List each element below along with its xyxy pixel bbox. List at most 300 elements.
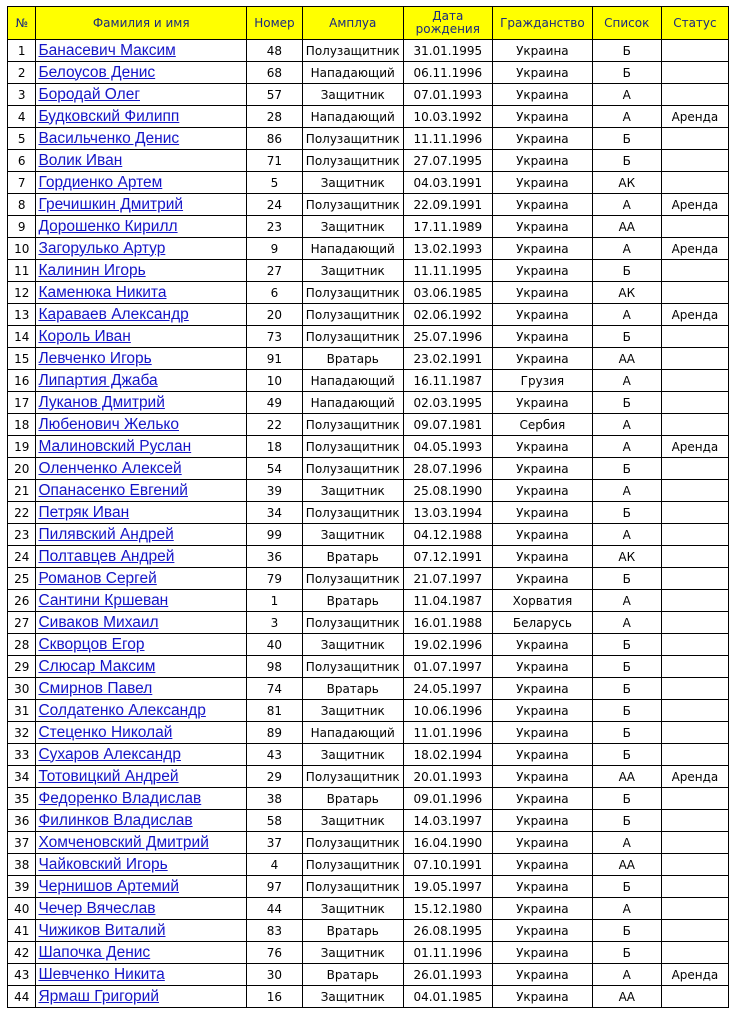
role-cell: Защитник	[302, 524, 403, 546]
shirt-number-cell: 28	[246, 106, 302, 128]
player-link[interactable]: Скворцов Егор	[38, 635, 145, 653]
player-name-cell	[36, 612, 247, 634]
header-status: Статус	[661, 7, 728, 40]
player-link[interactable]: Гречишкин Дмитрий	[38, 195, 184, 213]
player-link[interactable]: Опанасенко Евгений	[38, 481, 188, 499]
citizenship-cell: Украина	[493, 568, 593, 590]
status-cell: Аренда	[661, 194, 728, 216]
list-cell: Б	[592, 942, 661, 964]
row-number-cell: 33	[8, 744, 36, 766]
player-name-cell	[36, 502, 247, 524]
player-link[interactable]: Пилявский Андрей	[38, 525, 174, 543]
citizenship-cell: Беларусь	[493, 612, 593, 634]
row-number-cell: 19	[8, 436, 36, 458]
list-cell: Б	[592, 656, 661, 678]
citizenship-cell: Украина	[493, 546, 593, 568]
status-cell	[661, 546, 728, 568]
row-number-cell: 8	[8, 194, 36, 216]
player-name-cell	[36, 590, 247, 612]
status-cell	[661, 722, 728, 744]
player-name-cell	[36, 40, 247, 62]
table-row	[8, 568, 729, 590]
player-link[interactable]: Волик Иван	[38, 151, 123, 169]
player-link[interactable]: Шапочка Денис	[38, 943, 151, 961]
birth-date-cell: 01.07.1997	[403, 656, 492, 678]
header-citizenship: Гражданство	[493, 7, 593, 40]
player-name-cell	[36, 524, 247, 546]
row-number-cell: 41	[8, 920, 36, 942]
citizenship-cell: Украина	[493, 766, 593, 788]
birth-date-cell: 13.02.1993	[403, 238, 492, 260]
birth-date-cell: 03.06.1985	[403, 282, 492, 304]
row-number-cell: 15	[8, 348, 36, 370]
shirt-number-cell: 40	[246, 634, 302, 656]
status-cell: Аренда	[661, 766, 728, 788]
row-number-cell: 43	[8, 964, 36, 986]
list-cell: Б	[592, 876, 661, 898]
role-cell: Вратарь	[302, 546, 403, 568]
row-number-cell: 31	[8, 700, 36, 722]
player-link[interactable]: Васильченко Денис	[38, 129, 180, 147]
player-link[interactable]: Сухаров Александр	[38, 745, 181, 763]
table-row	[8, 854, 729, 876]
list-cell: А	[592, 106, 661, 128]
birth-date-cell: 26.08.1995	[403, 920, 492, 942]
list-cell: АК	[592, 546, 661, 568]
birth-date-cell: 18.02.1994	[403, 744, 492, 766]
row-number-cell: 7	[8, 172, 36, 194]
shirt-number-cell: 83	[246, 920, 302, 942]
player-name-cell	[36, 656, 247, 678]
row-number-cell: 22	[8, 502, 36, 524]
role-cell: Полузащитник	[302, 832, 403, 854]
citizenship-cell: Украина	[493, 524, 593, 546]
player-link[interactable]: Чернишов Артемий	[38, 877, 179, 895]
player-link[interactable]: Стеценко Николай	[38, 723, 173, 741]
player-link[interactable]: Белоусов Денис	[38, 63, 156, 81]
roster-table	[7, 6, 729, 1008]
player-link[interactable]: Солдатенко Александр	[38, 701, 206, 719]
table-row	[8, 810, 729, 832]
citizenship-cell: Украина	[493, 942, 593, 964]
table-row	[8, 436, 729, 458]
status-cell	[661, 656, 728, 678]
birth-date-cell: 13.03.1994	[403, 502, 492, 524]
player-link[interactable]: Полтавцев Андрей	[38, 547, 175, 565]
status-cell	[661, 216, 728, 238]
role-cell: Защитник	[302, 898, 403, 920]
player-link[interactable]: Гордиенко Артем	[38, 173, 163, 191]
table-row	[8, 260, 729, 282]
table-row	[8, 656, 729, 678]
status-cell: Аренда	[661, 436, 728, 458]
player-link[interactable]: Оленченко Алексей	[38, 459, 182, 477]
table-row	[8, 612, 729, 634]
player-name-cell	[36, 260, 247, 282]
citizenship-cell: Украина	[493, 260, 593, 282]
row-number-cell: 38	[8, 854, 36, 876]
row-number-cell: 21	[8, 480, 36, 502]
player-link[interactable]: Чечер Вячеслав	[38, 899, 156, 917]
row-number-cell: 3	[8, 84, 36, 106]
status-cell	[661, 480, 728, 502]
player-name-cell	[36, 634, 247, 656]
shirt-number-cell: 18	[246, 436, 302, 458]
status-cell: Аренда	[661, 304, 728, 326]
role-cell: Вратарь	[302, 678, 403, 700]
shirt-number-cell: 86	[246, 128, 302, 150]
citizenship-cell: Украина	[493, 722, 593, 744]
citizenship-cell: Украина	[493, 898, 593, 920]
player-link[interactable]: Малиновский Руслан	[38, 437, 192, 455]
shirt-number-cell: 5	[246, 172, 302, 194]
list-cell: А	[592, 414, 661, 436]
list-cell: Б	[592, 150, 661, 172]
player-name-cell	[36, 436, 247, 458]
shirt-number-cell: 43	[246, 744, 302, 766]
citizenship-cell: Украина	[493, 700, 593, 722]
shirt-number-cell: 97	[246, 876, 302, 898]
status-cell: Аренда	[661, 238, 728, 260]
shirt-number-cell: 89	[246, 722, 302, 744]
player-link[interactable]: Хомченовский Дмитрий	[38, 833, 209, 851]
row-number-cell: 12	[8, 282, 36, 304]
player-link[interactable]: Загорулько Артур	[38, 239, 166, 257]
list-cell: А	[592, 304, 661, 326]
player-link[interactable]: Луканов Дмитрий	[38, 393, 165, 411]
player-link[interactable]: Романов Сергей	[38, 569, 157, 587]
role-cell: Полузащитник	[302, 612, 403, 634]
player-name-cell	[36, 282, 247, 304]
table-row	[8, 546, 729, 568]
citizenship-cell: Украина	[493, 304, 593, 326]
status-cell	[661, 502, 728, 524]
shirt-number-cell: 54	[246, 458, 302, 480]
citizenship-cell: Украина	[493, 194, 593, 216]
role-cell: Нападающий	[302, 722, 403, 744]
status-cell	[661, 590, 728, 612]
status-cell	[661, 942, 728, 964]
birth-date-cell: 10.03.1992	[403, 106, 492, 128]
shirt-number-cell: 27	[246, 260, 302, 282]
status-cell	[661, 612, 728, 634]
row-number-cell: 23	[8, 524, 36, 546]
table-header	[8, 7, 729, 40]
role-cell: Вратарь	[302, 348, 403, 370]
list-cell: АА	[592, 348, 661, 370]
player-name-cell	[36, 986, 247, 1008]
birth-date-cell: 23.02.1991	[403, 348, 492, 370]
citizenship-cell: Украина	[493, 392, 593, 414]
table-row	[8, 172, 729, 194]
status-cell	[661, 744, 728, 766]
birth-date-cell: 07.12.1991	[403, 546, 492, 568]
table-row	[8, 678, 729, 700]
row-number-cell: 17	[8, 392, 36, 414]
birth-date-cell: 19.05.1997	[403, 876, 492, 898]
row-number-cell: 44	[8, 986, 36, 1008]
role-cell: Полузащитник	[302, 854, 403, 876]
player-link[interactable]: Сиваков Михаил	[38, 613, 159, 631]
table-row	[8, 370, 729, 392]
player-link[interactable]: Король Иван	[38, 327, 131, 345]
table-row	[8, 458, 729, 480]
birth-date-cell: 22.09.1991	[403, 194, 492, 216]
player-link[interactable]: Бородай Олег	[38, 85, 140, 103]
role-cell: Полузащитник	[302, 326, 403, 348]
citizenship-cell: Украина	[493, 40, 593, 62]
row-number-cell: 1	[8, 40, 36, 62]
table-row	[8, 634, 729, 656]
list-cell: А	[592, 612, 661, 634]
role-cell: Защитник	[302, 744, 403, 766]
row-number-cell: 34	[8, 766, 36, 788]
status-cell	[661, 172, 728, 194]
birth-date-cell: 11.04.1987	[403, 590, 492, 612]
role-cell: Полузащитник	[302, 436, 403, 458]
status-cell	[661, 62, 728, 84]
birth-date-cell: 16.11.1987	[403, 370, 492, 392]
shirt-number-cell: 58	[246, 810, 302, 832]
status-cell	[661, 84, 728, 106]
role-cell: Полузащитник	[302, 656, 403, 678]
table-row	[8, 788, 729, 810]
citizenship-cell: Украина	[493, 634, 593, 656]
birth-date-cell: 15.12.1980	[403, 898, 492, 920]
player-name-cell	[36, 304, 247, 326]
player-name-cell	[36, 480, 247, 502]
citizenship-cell: Украина	[493, 832, 593, 854]
row-number-cell: 16	[8, 370, 36, 392]
list-cell: Б	[592, 810, 661, 832]
list-cell: А	[592, 194, 661, 216]
shirt-number-cell: 91	[246, 348, 302, 370]
player-name-cell	[36, 172, 247, 194]
citizenship-cell: Украина	[493, 172, 593, 194]
table-row	[8, 348, 729, 370]
birth-date-cell: 09.07.1981	[403, 414, 492, 436]
player-link[interactable]: Федоренко Владислав	[38, 789, 202, 807]
player-name-cell	[36, 942, 247, 964]
birth-date-cell: 11.11.1995	[403, 260, 492, 282]
player-name-cell	[36, 788, 247, 810]
player-link[interactable]: Дорошенко Кирилл	[38, 217, 178, 235]
table-row	[8, 216, 729, 238]
table-row	[8, 326, 729, 348]
list-cell: Б	[592, 722, 661, 744]
birth-date-cell: 21.07.1997	[403, 568, 492, 590]
shirt-number-cell: 57	[246, 84, 302, 106]
shirt-number-cell: 37	[246, 832, 302, 854]
birth-date-cell: 01.11.1996	[403, 942, 492, 964]
list-cell: АК	[592, 282, 661, 304]
shirt-number-cell: 10	[246, 370, 302, 392]
list-cell: Б	[592, 260, 661, 282]
row-number-cell: 28	[8, 634, 36, 656]
citizenship-cell: Украина	[493, 678, 593, 700]
birth-date-cell: 06.11.1996	[403, 62, 492, 84]
table-row	[8, 480, 729, 502]
row-number-cell: 40	[8, 898, 36, 920]
header-role: Амплуа	[302, 7, 403, 40]
shirt-number-cell: 34	[246, 502, 302, 524]
player-name-cell	[36, 832, 247, 854]
list-cell: Б	[592, 392, 661, 414]
status-cell	[661, 898, 728, 920]
player-name-cell	[36, 150, 247, 172]
status-cell	[661, 326, 728, 348]
player-name-cell	[36, 546, 247, 568]
table-row	[8, 524, 729, 546]
table-row	[8, 722, 729, 744]
row-number-cell: 37	[8, 832, 36, 854]
status-cell	[661, 854, 728, 876]
row-number-cell: 2	[8, 62, 36, 84]
table-row	[8, 590, 729, 612]
list-cell: АА	[592, 986, 661, 1008]
shirt-number-cell: 30	[246, 964, 302, 986]
citizenship-cell: Украина	[493, 128, 593, 150]
citizenship-cell: Украина	[493, 656, 593, 678]
row-number-cell: 42	[8, 942, 36, 964]
row-number-cell: 5	[8, 128, 36, 150]
row-number-cell: 14	[8, 326, 36, 348]
player-name-cell	[36, 854, 247, 876]
table-row	[8, 62, 729, 84]
shirt-number-cell: 79	[246, 568, 302, 590]
shirt-number-cell: 22	[246, 414, 302, 436]
header-list: Список	[592, 7, 661, 40]
role-cell: Полузащитник	[302, 766, 403, 788]
list-cell: АА	[592, 766, 661, 788]
shirt-number-cell: 98	[246, 656, 302, 678]
player-link[interactable]: Ярмаш Григорий	[38, 987, 159, 1005]
player-name-cell	[36, 964, 247, 986]
shirt-number-cell: 4	[246, 854, 302, 876]
birth-date-cell: 19.02.1996	[403, 634, 492, 656]
row-number-cell: 4	[8, 106, 36, 128]
table-row	[8, 744, 729, 766]
birth-date-cell: 07.01.1993	[403, 84, 492, 106]
table-row	[8, 304, 729, 326]
birth-date-cell: 31.01.1995	[403, 40, 492, 62]
shirt-number-cell: 81	[246, 700, 302, 722]
birth-date-cell: 02.06.1992	[403, 304, 492, 326]
status-cell	[661, 370, 728, 392]
role-cell: Защитник	[302, 810, 403, 832]
role-cell: Вратарь	[302, 590, 403, 612]
player-name-cell	[36, 370, 247, 392]
table-row	[8, 964, 729, 986]
row-number-cell: 36	[8, 810, 36, 832]
player-link[interactable]: Шевченко Никита	[38, 965, 165, 983]
role-cell: Нападающий	[302, 238, 403, 260]
citizenship-cell: Украина	[493, 480, 593, 502]
role-cell: Защитник	[302, 480, 403, 502]
birth-date-cell: 28.07.1996	[403, 458, 492, 480]
shirt-number-cell: 20	[246, 304, 302, 326]
list-cell: А	[592, 590, 661, 612]
shirt-number-cell: 16	[246, 986, 302, 1008]
status-cell	[661, 832, 728, 854]
row-number-cell: 9	[8, 216, 36, 238]
player-link[interactable]: Смирнов Павел	[38, 679, 153, 697]
citizenship-cell: Украина	[493, 986, 593, 1008]
list-cell: Б	[592, 634, 661, 656]
player-link[interactable]: Слюсар Максим	[38, 657, 156, 675]
status-cell	[661, 986, 728, 1008]
table-row	[8, 84, 729, 106]
role-cell: Полузащитник	[302, 282, 403, 304]
citizenship-cell: Украина	[493, 326, 593, 348]
birth-date-cell: 20.01.1993	[403, 766, 492, 788]
citizenship-cell: Украина	[493, 502, 593, 524]
player-link[interactable]: Банасевич Максим	[38, 41, 176, 59]
shirt-number-cell: 23	[246, 216, 302, 238]
player-link[interactable]: Липартия Джаба	[38, 371, 158, 389]
shirt-number-cell: 36	[246, 546, 302, 568]
status-cell	[661, 920, 728, 942]
row-number-cell: 35	[8, 788, 36, 810]
role-cell: Полузащитник	[302, 458, 403, 480]
player-link[interactable]: Тотовицкий Андрей	[38, 767, 179, 785]
role-cell: Вратарь	[302, 788, 403, 810]
status-cell	[661, 568, 728, 590]
player-link[interactable]: Левченко Игорь	[38, 349, 152, 367]
row-number-cell: 30	[8, 678, 36, 700]
role-cell: Вратарь	[302, 964, 403, 986]
player-link[interactable]: Чайковский Игорь	[38, 855, 168, 873]
player-link[interactable]: Петряк Иван	[38, 503, 130, 521]
player-name-cell	[36, 920, 247, 942]
status-cell: Аренда	[661, 964, 728, 986]
row-number-cell: 32	[8, 722, 36, 744]
role-cell: Защитник	[302, 634, 403, 656]
role-cell: Полузащитник	[302, 40, 403, 62]
row-number-cell: 26	[8, 590, 36, 612]
shirt-number-cell: 1	[246, 590, 302, 612]
player-name-cell	[36, 700, 247, 722]
row-number-cell: 18	[8, 414, 36, 436]
citizenship-cell: Украина	[493, 854, 593, 876]
citizenship-cell: Украина	[493, 964, 593, 986]
list-cell: Б	[592, 458, 661, 480]
player-link[interactable]: Любенович Желько	[38, 415, 179, 433]
player-link[interactable]: Калинин Игорь	[38, 261, 146, 279]
player-link[interactable]: Караваев Александр	[38, 305, 189, 323]
shirt-number-cell: 49	[246, 392, 302, 414]
player-link[interactable]: Чижиков Виталий	[38, 921, 166, 939]
player-link[interactable]: Будковский Филипп	[38, 107, 180, 125]
table-row	[8, 414, 729, 436]
citizenship-cell: Украина	[493, 920, 593, 942]
list-cell: Б	[592, 678, 661, 700]
player-link[interactable]: Сантини Кршеван	[38, 591, 169, 609]
role-cell: Защитник	[302, 986, 403, 1008]
player-link[interactable]: Каменюка Никита	[38, 283, 167, 301]
status-cell	[661, 414, 728, 436]
player-link[interactable]: Филинков Владислав	[38, 811, 193, 829]
player-name-cell	[36, 238, 247, 260]
birth-date-cell: 09.01.1996	[403, 788, 492, 810]
status-cell	[661, 678, 728, 700]
birth-date-cell: 26.01.1993	[403, 964, 492, 986]
player-name-cell	[36, 62, 247, 84]
role-cell: Защитник	[302, 216, 403, 238]
role-cell: Полузащитник	[302, 150, 403, 172]
citizenship-cell: Украина	[493, 106, 593, 128]
role-cell: Защитник	[302, 84, 403, 106]
